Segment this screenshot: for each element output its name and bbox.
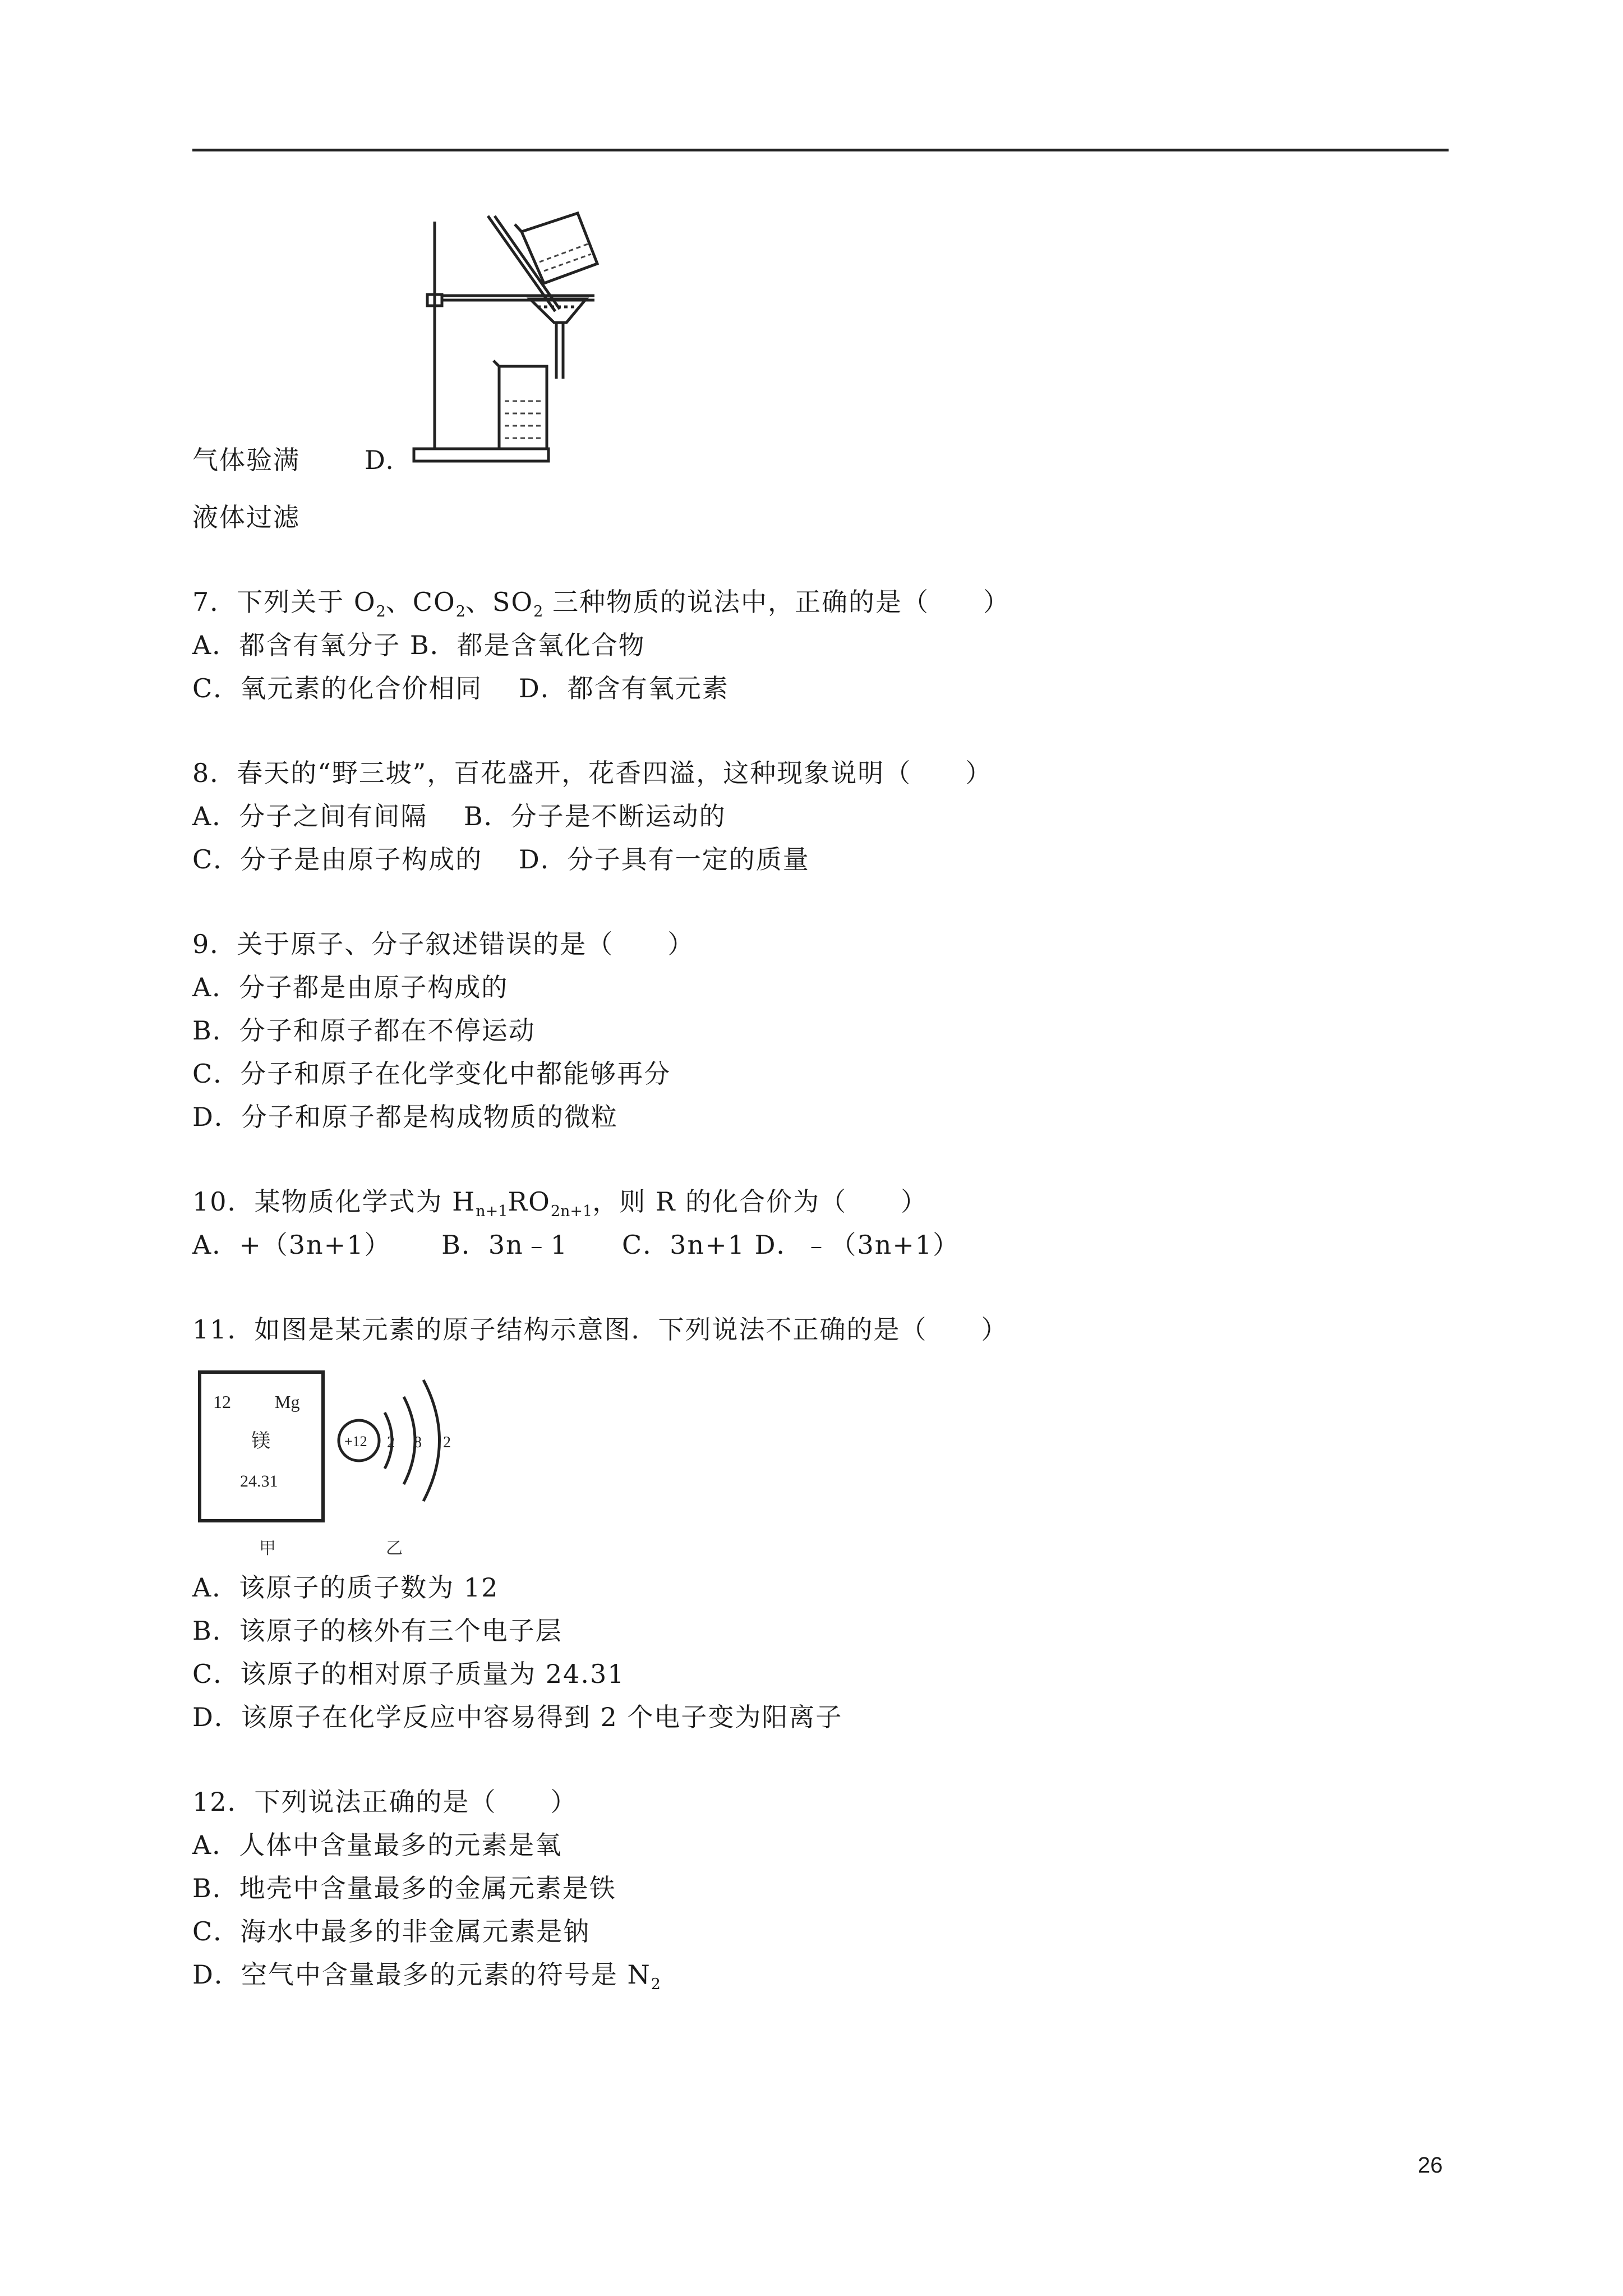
q12-stem: 12．下列说法正确的是（ ） (192, 1787, 578, 1817)
q12-option-c: C．海水中最多的非金属元素是钠 (192, 1916, 591, 1947)
element-name: 镁 (251, 1431, 270, 1452)
q11-option-a: A．该原子的质子数为 12 (192, 1572, 499, 1603)
q9-option-b: B．分子和原子都在不停运动 (192, 1015, 536, 1046)
q8-options-ab: A．分子之间有间隔 B．分子是不断运动的 (192, 801, 726, 831)
q8-options-cd: C．分子是由原子构成的 D．分子具有一定的质量 (192, 844, 810, 875)
q9-stem: 9．关于原子、分子叙述错误的是（ ） (192, 929, 695, 959)
q8-stem: 8．春天的“野三坡”，百花盛开，花香四溢，这种现象说明（ ） (192, 758, 993, 788)
q12-option-b: B．地壳中含量最多的金属元素是铁 (192, 1873, 616, 1903)
shell-2 (404, 1397, 415, 1484)
q11-option-b: B．该原子的核外有三个电子层 (192, 1616, 562, 1646)
q11-stem: 11．如图是某元素的原子结构示意图．下列说法不正确的是（ ） (192, 1314, 1008, 1345)
q11-option-d: D．该原子在化学反应中容易得到 2 个电子变为阳离子 (192, 1702, 843, 1732)
q9-option-a: A．分子都是由原子构成的 (192, 972, 509, 1002)
q9-option-c: C．分子和原子在化学变化中都能够再分 (192, 1059, 671, 1089)
atomic-mass: 24.31 (240, 1472, 278, 1490)
caption-right: 乙 (386, 1539, 403, 1558)
q7-options-cd: C．氧元素的化合价相同 D．都含有氧元素 (192, 673, 729, 703)
element-symbol: Mg (275, 1392, 300, 1412)
q9-option-d: D．分子和原子都是构成物质的微粒 (192, 1102, 618, 1132)
funnel (530, 299, 586, 323)
nucleus-charge: +12 (344, 1433, 367, 1450)
receiving-beaker (494, 361, 547, 449)
atomic-number: 12 (213, 1392, 231, 1412)
page-number: 26 (1418, 2153, 1443, 2178)
q11-option-c: C．该原子的相对原子质量为 24.31 (192, 1659, 625, 1689)
q10-stem: 10．某物质化学式为 $H_{n+1}RO_{2n+1}$，则 R 的化合价为（ ） (192, 1186, 928, 1220)
q12-option-a: A．人体中含量最多的元素是氧 (192, 1830, 562, 1860)
q7-stem: 7．下列关于 $O_2$、$CO_2$、$SO_2$ 三种物质的说法中，正确的是（ ） (192, 587, 1010, 620)
q10-options: A．+（3n+1） B．3n﹣1 C．3n+1 D．﹣（3n+1） (192, 1230, 960, 1260)
q7-options-ab: A．都含有氧分子 B．都是含氧化合物 (192, 630, 645, 660)
prev-option-c-text: 气体验满 (192, 445, 300, 475)
stand-base (414, 449, 548, 461)
prev-option-d-text: 液体过滤 (192, 502, 300, 532)
caption-left: 甲 (259, 1539, 276, 1558)
shell-3 (423, 1380, 440, 1501)
prev-option-d-label: D. (365, 445, 395, 475)
q12-option-d: D．空气中含量最多的元素的符号是 $N_2$ (192, 1959, 661, 1993)
filtration-apparatus-figure (409, 210, 701, 480)
shell-2-electrons: 8 (414, 1434, 422, 1451)
shell-3-electrons: 2 (443, 1434, 451, 1451)
shell-1-electrons: 2 (387, 1434, 395, 1451)
header-rule (192, 149, 1449, 151)
mg-atom-figure (196, 1369, 488, 1559)
